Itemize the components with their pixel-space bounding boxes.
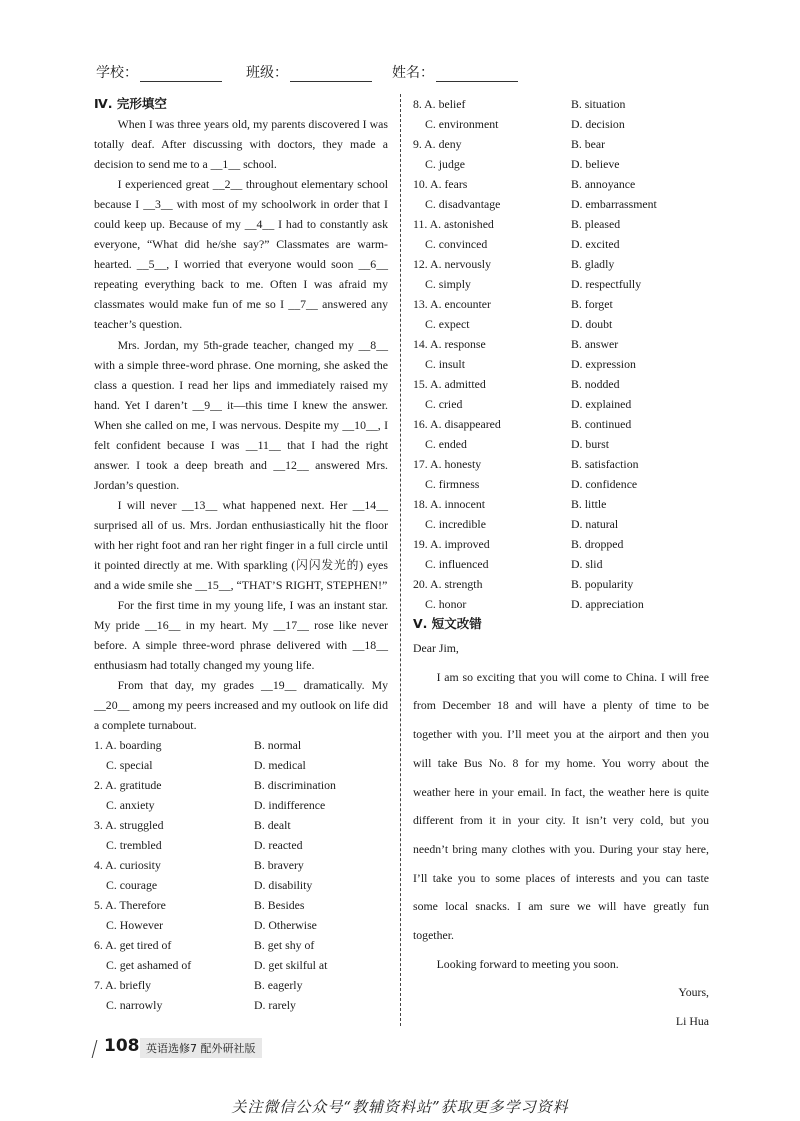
school-blank — [140, 67, 222, 82]
option-b: B. continued — [571, 417, 632, 431]
question-row — [94, 975, 388, 995]
question-row — [94, 955, 388, 975]
option-c: C. expect — [425, 317, 470, 331]
option-d: D. disability — [254, 878, 313, 893]
option-d: D. respectfully — [571, 277, 642, 291]
passage-paragraph: I will never __13__ what happened next. Her __14__ surprised all of us. Mrs. Jordan enthusiastically hit the floor with her right foot and ran her right finger in a full circle until it pointed directly at me. With sparkling (闪闪发光的) eyes and a wide smile she __15__, “THAT’S RIGHT, STEPHEN!” — [94, 497, 388, 593]
question-row — [413, 514, 709, 534]
option-d: D. embarrassment — [571, 197, 657, 211]
name-label: 姓名： — [392, 65, 434, 81]
option-b: B. satisfaction — [571, 457, 639, 471]
question-row — [94, 735, 388, 755]
question-row — [94, 795, 388, 815]
option-c: C. However — [106, 918, 164, 933]
option-c: C. honor — [425, 597, 467, 611]
option-b: B. annoyance — [571, 177, 636, 191]
option-a: 9. A. deny — [413, 137, 462, 151]
question-row — [413, 534, 709, 554]
letter-body: I am so exciting that you will come to China. I will free from December 18 and will have a plenty of time to be together with you. I’ll meet you at the airport and then you will take Bus No. 8 for my home. You worry about the weather here in your email. In fact, the weather here is quite different from it in your city. It isn’t very cold, but you needn’t bring many clothes with you. During your stay here, I’ll take you to some places of interests and you can taste some local snacks. I am sure we will have greatly fun together. — [413, 669, 709, 943]
school-field — [96, 62, 222, 82]
question-row — [413, 494, 709, 514]
option-b: B. discrimination — [254, 778, 336, 793]
question-row — [413, 394, 709, 414]
question-row — [413, 154, 709, 174]
option-a: 17. A. honesty — [413, 457, 482, 471]
option-b: B. forget — [571, 297, 613, 311]
question-row — [413, 94, 709, 114]
option-c: C. influenced — [425, 557, 489, 571]
question-row — [413, 414, 709, 434]
option-d: D. burst — [571, 437, 610, 451]
option-a: 7. A. briefly — [94, 978, 152, 993]
question-row — [94, 855, 388, 875]
question-row — [413, 574, 709, 594]
option-a: 14. A. response — [413, 337, 486, 351]
question-row — [413, 134, 709, 154]
option-a: 11. A. astonished — [413, 217, 494, 231]
option-b: B. answer — [571, 337, 619, 351]
question-row — [94, 875, 388, 895]
question-row — [94, 915, 388, 935]
question-row — [94, 775, 388, 795]
passage-paragraph: When I was three years old, my parents discovered I was totally deaf. After discussing with doctors, they made a decision to send me to a __1__ school. — [94, 117, 388, 172]
right-column — [413, 94, 709, 1036]
option-a: 1. A. boarding — [94, 738, 162, 753]
class-blank — [290, 67, 372, 82]
question-row — [94, 995, 388, 1015]
option-b: B. bear — [571, 137, 606, 151]
promo-note: 关注微信公众号“教辅资料站”获取更多学习资料 — [231, 1098, 569, 1116]
option-c: C. trembled — [106, 838, 162, 853]
question-row — [413, 374, 709, 394]
question-row — [413, 174, 709, 194]
option-b: B. get shy of — [254, 938, 315, 953]
option-d: D. excited — [571, 237, 620, 251]
option-d: D. explained — [571, 397, 632, 411]
option-d: D. Otherwise — [254, 918, 317, 933]
option-a: 4. A. curiosity — [94, 858, 161, 873]
option-c: C. disadvantage — [425, 197, 501, 211]
option-a: 8. A. belief — [413, 97, 466, 111]
question-row — [413, 234, 709, 254]
option-c: C. insult — [425, 357, 465, 371]
option-c: C. simply — [425, 277, 471, 291]
book-label: 英语选修7 配外研社版 — [140, 1038, 262, 1058]
letter-signature: Li Hua — [675, 1014, 709, 1029]
question-row — [413, 274, 709, 294]
passage-paragraph: Mrs. Jordan, my 5th-grade teacher, changed my __8__ with a simple three-word phrase. One morning, she asked the class a question. I read her lips and immediately raised my hand. Yet I daren’t __9__ it—this time I knew the answer. When she called on me, I was nervous. Despite my __10__, I felt confident because I was __11__ that I had the right answer. I took a deep breath and __12__ answered Mrs. Jordan’s question. — [94, 337, 388, 492]
cloze-questions-1-7 — [94, 735, 388, 1015]
option-b: B. pleased — [571, 217, 621, 231]
question-row — [413, 454, 709, 474]
question-row — [413, 314, 709, 334]
error-correction-title: Ⅴ. 短文改错 — [413, 616, 482, 631]
letter-greeting: Dear Jim, — [413, 641, 459, 655]
option-c: C. incredible — [425, 517, 486, 531]
option-d: D. confidence — [571, 477, 638, 491]
question-row — [413, 354, 709, 374]
option-d: D. indifference — [254, 798, 326, 813]
option-a: 19. A. improved — [413, 537, 490, 551]
question-row — [413, 594, 709, 614]
question-row — [413, 194, 709, 214]
option-b: B. situation — [571, 97, 626, 111]
option-a: 12. A. nervously — [413, 257, 491, 271]
question-row — [413, 114, 709, 134]
option-b: B. bravery — [254, 858, 304, 873]
question-row — [94, 755, 388, 775]
question-row — [413, 334, 709, 354]
option-c: C. judge — [425, 157, 465, 171]
passage-paragraph: For the first time in my young life, I was an instant star. My pride __16__ in my heart. My __17__ rose like never before. A simple three-word phrase delivered with __18__ enthusiasm had totally changed my young life. — [94, 598, 388, 673]
option-a: 5. A. Therefore — [94, 898, 166, 913]
option-b: B. normal — [254, 738, 302, 753]
column-divider — [400, 94, 401, 1026]
option-b: B. popularity — [571, 577, 634, 591]
option-c: C. get ashamed of — [106, 958, 192, 973]
option-c: C. firmness — [425, 477, 480, 491]
option-c: C. anxiety — [106, 798, 155, 813]
question-row — [413, 554, 709, 574]
left-column — [94, 94, 388, 1015]
option-a: 3. A. struggled — [94, 818, 164, 833]
option-a: 2. A. gratitude — [94, 778, 162, 793]
question-row — [94, 895, 388, 915]
option-c: C. courage — [106, 878, 158, 893]
option-a: 10. A. fears — [413, 177, 468, 191]
class-field — [246, 62, 372, 82]
option-b: B. nodded — [571, 377, 620, 391]
option-b: B. dropped — [571, 537, 624, 551]
question-row — [413, 294, 709, 314]
option-c: C. special — [106, 758, 153, 773]
letter-signoff: Yours, — [678, 985, 709, 1000]
option-a: 15. A. admitted — [413, 377, 486, 391]
option-d: D. believe — [571, 157, 620, 171]
option-d: D. get skilful at — [254, 958, 328, 973]
option-b: B. little — [571, 497, 607, 511]
name-field — [392, 62, 518, 82]
option-c: C. cried — [425, 397, 463, 411]
letter-closing: Looking forward to meeting you soon. — [436, 956, 619, 971]
option-b: B. gladly — [571, 257, 615, 271]
option-a: 16. A. disappeared — [413, 417, 501, 431]
question-row — [94, 935, 388, 955]
option-d: D. doubt — [571, 317, 613, 331]
passage-paragraph: I experienced great __2__ throughout elementary school because I __3__ with most of my schoolwork in order that I could keep up. Because of my __4__ I had to constantly ask everyone, “What did he/she say?” Classmates are warm-hearted. __5__, I worried that everyone would soon __6__ repeating everything back to me. Often I was afraid my classmates would make fun of me so I __7__ answered any teacher’s question. — [94, 177, 388, 332]
question-row — [94, 815, 388, 835]
class-label: 班级： — [246, 65, 288, 81]
option-a: 20. A. strength — [413, 577, 483, 591]
question-row — [413, 434, 709, 454]
school-label: 学校： — [96, 65, 138, 81]
option-b: B. eagerly — [254, 978, 303, 993]
option-a: 13. A. encounter — [413, 297, 491, 311]
passage-paragraph: From that day, my grades __19__ dramatically. My __20__ among my peers increased and my outlook on life did a complete turnabout. — [94, 678, 388, 733]
option-c: C. ended — [425, 437, 467, 451]
cloze-questions-8-20 — [413, 94, 709, 614]
page-number: 108 — [104, 1036, 140, 1056]
option-d: D. expression — [571, 357, 636, 371]
option-d: D. rarely — [254, 998, 296, 1013]
name-blank — [436, 67, 518, 82]
option-d: D. reacted — [254, 838, 303, 853]
question-row — [413, 254, 709, 274]
option-d: D. natural — [571, 517, 619, 531]
option-d: D. slid — [571, 557, 603, 571]
option-c: C. convinced — [425, 237, 488, 251]
question-row — [94, 835, 388, 855]
question-row — [413, 214, 709, 234]
option-c: C. environment — [425, 117, 499, 131]
option-d: D. decision — [571, 117, 625, 131]
letter — [413, 634, 709, 1036]
cloze-section-title: Ⅳ. 完形填空 — [94, 96, 167, 111]
option-a: 6. A. get tired of — [94, 938, 172, 953]
option-c: C. narrowly — [106, 998, 163, 1013]
option-a: 18. A. innocent — [413, 497, 486, 511]
option-d: D. appreciation — [571, 597, 644, 611]
question-row — [413, 474, 709, 494]
option-b: B. dealt — [254, 818, 291, 833]
option-b: B. Besides — [254, 898, 305, 913]
option-d: D. medical — [254, 758, 306, 773]
cloze-passage — [94, 114, 388, 735]
student-info-header — [96, 62, 716, 86]
